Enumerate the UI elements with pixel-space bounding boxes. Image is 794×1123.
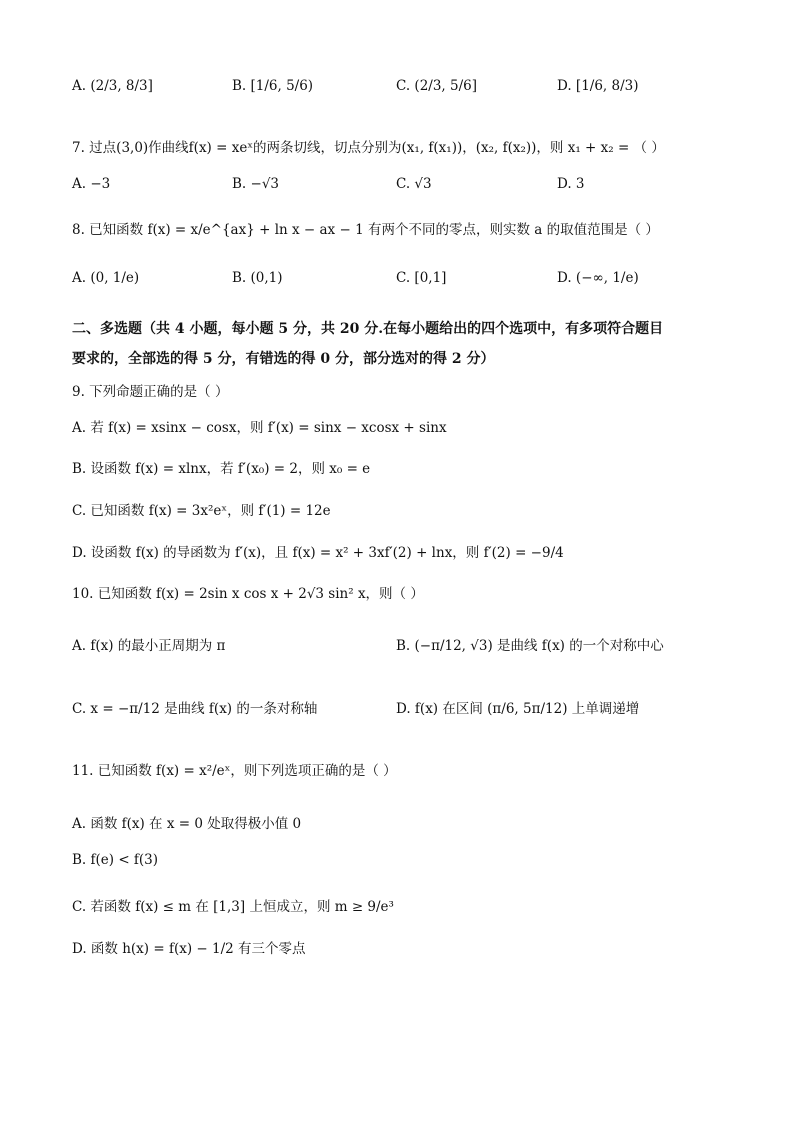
q6-option-b: B. [1/6, 5/6)	[232, 78, 314, 94]
q8-stem: 8. 已知函数 f(x) = x/e^{ax} + ln x − ax − 1 有两个不同的零点，则实数 a 的取值范围是（ ）	[72, 222, 659, 238]
q7-option-c: C. √3	[396, 176, 432, 192]
section2-title-line2: 要求的，全部选的得 5 分，有错选的得 0 分，部分选对的得 2 分）	[72, 351, 495, 367]
q8-option-c: C. [0,1]	[396, 270, 447, 286]
q6-option-c: C. (2/3, 5/6]	[396, 78, 477, 94]
q7-stem: 7. 过点(3,0)作曲线f(x) = xeˣ的两条切线，切点分别为(x₁, f(x₁))，(x₂, f(x₂))，则 x₁ + x₂ = （ ）	[72, 140, 665, 156]
q6-option-a: A. (2/3, 8/3]	[72, 78, 153, 94]
q8-option-a: A. (0, 1/e)	[72, 270, 140, 286]
q6-option-d: D. [1/6, 8/3)	[557, 78, 639, 94]
q10-option-c: C. x = −π/12 是曲线 f(x) 的一条对称轴	[72, 701, 318, 717]
q10-option-d: D. f(x) 在区间 (π/6, 5π/12) 上单调递增	[396, 701, 640, 717]
q11-option-b: B. f(e) < f(3)	[72, 852, 159, 868]
q8-option-b: B. (0,1)	[232, 270, 283, 286]
section2-title-line1: 二、多选题（共 4 小题，每小题 5 分，共 20 分.在每小题给出的四个选项中，有多项符合题目	[72, 321, 664, 337]
q11-option-d: D. 函数 h(x) = f(x) − 1/2 有三个零点	[72, 941, 306, 957]
q9-option-a: A. 若 f(x) = xsinx − cosx，则 f′(x) = sinx − xcosx + sinx	[72, 420, 447, 436]
q10-option-b: B. (−π/12, √3) 是曲线 f(x) 的一个对称中心	[396, 638, 664, 654]
q8-option-d: D. (−∞, 1/e)	[557, 270, 639, 286]
q9-option-c: C. 已知函数 f(x) = 3x²eˣ，则 f′(1) = 12e	[72, 503, 331, 519]
q9-option-b: B. 设函数 f(x) = xlnx，若 f′(x₀) = 2，则 x₀ = e	[72, 461, 371, 477]
q7-option-d: D. 3	[557, 176, 585, 192]
q10-stem: 10. 已知函数 f(x) = 2sin x cos x + 2√3 sin² x，则（ ）	[72, 586, 424, 602]
q7-option-a: A. −3	[72, 176, 111, 192]
q7-option-b: B. −√3	[232, 176, 280, 192]
q11-stem: 11. 已知函数 f(x) = x²/eˣ，则下列选项正确的是（ ）	[72, 763, 397, 779]
q9-stem: 9. 下列命题正确的是（ ）	[72, 384, 229, 400]
q11-option-a: A. 函数 f(x) 在 x = 0 处取得极小值 0	[72, 816, 302, 832]
q10-option-a: A. f(x) 的最小正周期为 π	[72, 638, 226, 654]
q11-option-c: C. 若函数 f(x) ≤ m 在 [1,3] 上恒成立，则 m ≥ 9/e³	[72, 899, 394, 915]
q9-option-d: D. 设函数 f(x) 的导函数为 f′(x)，且 f(x) = x² + 3xf′(2) + lnx，则 f′(2) = −9/4	[72, 545, 564, 561]
